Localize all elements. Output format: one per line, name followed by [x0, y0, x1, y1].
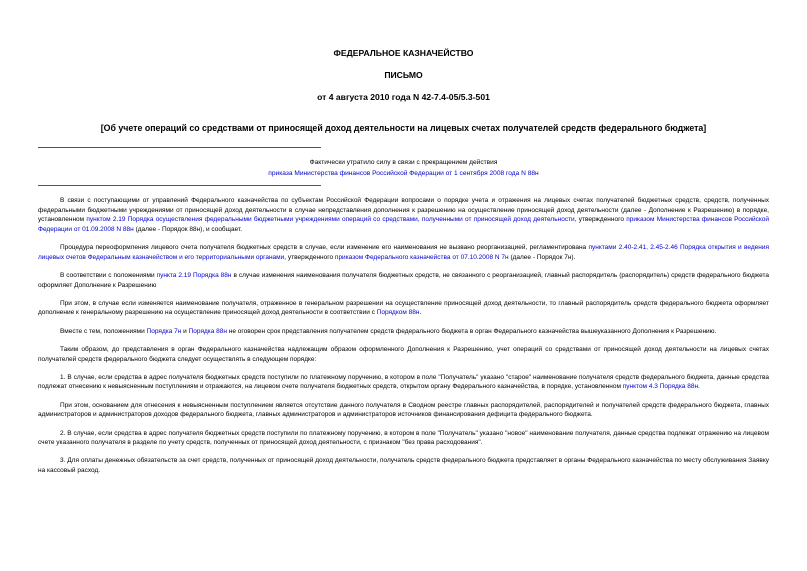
paragraph-5: Вместе с тем, положениями Порядка 7н и Порядка 88н не оговорен срок представления получателем средств федерального бюджета в орган Федерального казначейства вышеуказанного Дополнения к Разрешению. [60, 327, 717, 335]
divider-top [38, 147, 321, 148]
document-date-number: от 4 августа 2010 года N 42-7.4-05/5.3-501 [317, 92, 490, 102]
paragraph-8: При этом, основанием для отнесения к невыясненным поступлением является отсутствие данного получателя в Сводном реестре главных распорядителей, распорядителей и получателей средств федерального бюджета, главных администраторов и администраторов доходов федерального бюджета, главных администраторов и администраторов источников финансирования дефицита федерального бюджета. [38, 401, 769, 419]
status-note: Фактически утратило силу в связи с прекращением действия [309, 159, 498, 166]
link-order-88n[interactable]: Порядком 88н [376, 309, 420, 317]
paragraph-2: Процедура переоформления лицевого счета получателя бюджетных средств в случае, если изменение его наименования не вызвано реорганизацией, регламентирована пунктами 2.40-2.41, 2.45-2.46 Порядка открытия и ведения лицевых счетов Федеральным казначейством и его территориальными органами, утвержденного приказом Федерального казначейства от 07.10.2008 N 7н (далее - Порядок 7н). [38, 244, 769, 261]
link-order-88n-2[interactable]: Порядка 88н [188, 327, 227, 335]
link-points-2-40[interactable]: пунктами 2.40-2.41, 2.45-2.46 Порядка открытия и ведения лицевых счетов Федеральным казначейством и его территориальными органами [38, 244, 769, 261]
link-point-4-3-88n[interactable]: пунктом 4.3 Порядка 88н [622, 383, 699, 391]
document-type: ПИСЬМО [384, 70, 423, 80]
document-body [38, 196, 769, 484]
paragraph-3: В соответствии с положениями пункта 2.19 Порядка 88н в случае изменения наименования получателя бюджетных средств, не связанного с реорганизацией, главный распорядитель (распорядитель) средств федерального бюджета оформляет Дополнение к Разрешению [38, 271, 770, 289]
paragraph-10: 3. Для оплаты денежных обязательств за счет средств, полученных от приносящей доход деятельности, получатель средств федерального бюджета представляет в органы Федерального казначейства по месту обслуживания Заявку на кассовый расход. [38, 457, 769, 475]
document-title: [Об учете операций со средствами от приносящей доход деятельности на лицевых счетах получателей средств федерального бюджета] [100, 123, 707, 133]
status-order-link[interactable]: приказа Министерства финансов Российской Федерации от 1 сентября 2008 года N 88н [268, 170, 539, 177]
link-order-7n[interactable]: Порядка 7н [146, 327, 182, 335]
link-point-2-19-88n[interactable]: пункта 2.19 Порядка 88н [156, 271, 232, 279]
link-minfin-order-88n[interactable]: приказом Министерства финансов Российской Федерации от 01.09.2008 N 88н [38, 216, 770, 233]
link-p2-19-order[interactable]: пунктом 2.19 Порядка осуществления федеральными бюджетными учреждениями операций со средствами, полученными от приносящей доход деятельности [86, 216, 575, 224]
paragraph-1: В связи с поступающими от управлений Федерального казначейства по субъектам Российской Федерации вопросами о порядке учета и отражения на лицевых счетах получателей бюджетных средств, средств, полученных федеральными бюджетными учреждениями от приносящей доход деятельности в случае непредставления дополнения к разрешению на осуществление приносящей доход деятельности (далее - Дополнение к Разрешению) в порядке, установленном пунктом 2.19 Порядка осуществления федеральными бюджетными учреждениями операций со средствами, полученными от приносящей доход деятельности, утвержденного приказом Министерства финансов Российской Федерации от 01.09.2008 N 88н (далее - Порядок 88н), и сообщает. [38, 197, 770, 233]
status-link-line [0, 169, 807, 178]
paragraph-6: Таким образом, до представления в орган Федерального казначейства надлежащим образом оформленного Дополнения к Разрешению, учет операций со средствами от приносящей доход деятельности на лицевых счетах получателей средств федерального бюджета следует осуществлять в следующем порядке: [38, 345, 769, 363]
paragraph-9: 2. В случае, если средства в адрес получателя бюджетных средств поступили по платежному поручению, в котором в поле "Получатель" указано "новое" наименование получателя, данные средства подлежат отражению на лицевом счете указанного получателя в разделе по учету средств, полученных от приносящей доход деятельности, с признаком "без права расходования". [38, 429, 769, 447]
link-treasury-order-7n[interactable]: приказом Федерального казначейства от 07.10.2008 N 7н [334, 253, 509, 261]
agency-name: ФЕДЕРАЛЬНОЕ КАЗНАЧЕЙСТВО [333, 48, 474, 58]
divider-bottom [38, 185, 321, 186]
paragraph-4: При этом, в случае если изменяется наименование получателя, отраженное в генеральном разрешении на осуществление приносящей доход деятельности, то главный распорядитель средств федерального бюджета оформляет дополнение к генеральному разрешению на осуществление приносящей доход деятельности в соответствии с Порядком 88н. [38, 299, 769, 317]
paragraph-7: 1. В случае, если средства в адрес получателя бюджетных средств поступили по платежному поручению, в котором в поле "Получатель" указано "старое" наименование получателя средств федерального бюджета, данные средства подлежат отнесению к невыясненным поступлениям и отражаются, на лицевом счете получателя бюджетных средств, открытом органу Федерального казначейства, в порядке, установленном пунктом 4.3 Порядка 88н. [38, 373, 769, 391]
